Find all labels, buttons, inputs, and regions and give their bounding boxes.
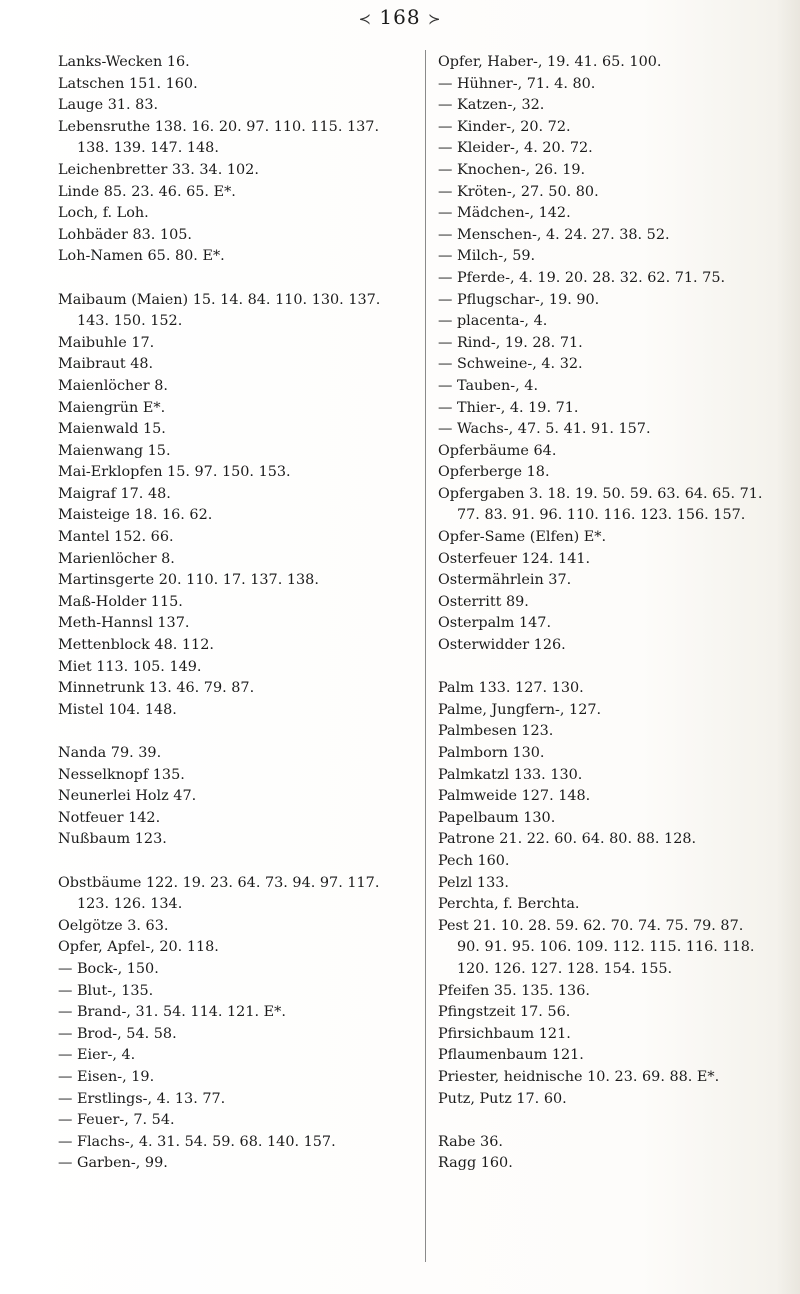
index-entry: — Kinder-, 20. 72.: [438, 118, 571, 135]
index-entry: — placenta-, 4.: [438, 313, 548, 330]
index-entry: Lebensruthe 138. 16. 20. 97. 110. 115. 137. 138. 139. 147. 148.: [58, 118, 380, 157]
index-entry: — Flachs-, 4. 31. 54. 59. 68. 140. 157.: [58, 1133, 336, 1150]
index-entry: Patrone 21. 22. 60. 64. 80. 88. 128.: [438, 831, 697, 848]
index-entry: Osterpalm 147.: [438, 615, 552, 632]
index-entry: Pelzl 133.: [438, 874, 509, 891]
index-entry: Maibaum (Maien) 15. 14. 84. 110. 130. 137. 143. 150. 152.: [58, 291, 381, 330]
index-entry: Opferberge 18.: [438, 464, 550, 481]
index-entry: — Brod-, 54. 58.: [58, 1025, 177, 1042]
section-gap: [58, 268, 408, 290]
index-entry: Maisteige 18. 16. 62.: [58, 507, 213, 524]
index-entry: Martinsgerte 20. 110. 17. 137. 138.: [58, 572, 319, 589]
index-entry: Obstbäume 122. 19. 23. 64. 73. 94. 97. 117. 123. 126. 134.: [58, 874, 380, 913]
index-entry: Nußbaum 123.: [58, 831, 167, 848]
page-number: 168: [379, 5, 421, 29]
index-entry: Palmweide 127. 148.: [438, 788, 591, 805]
page-header: [0, 0, 800, 40]
index-column-left: [58, 52, 408, 1175]
section-gap: [58, 851, 408, 873]
index-entry: Osterritt 89.: [438, 593, 529, 610]
index-entry: Opfer, Apfel-, 20. 118.: [58, 939, 219, 956]
index-entry: Palme, Jungfern-, 127.: [438, 701, 602, 718]
index-entry: — Pflugschar-, 19. 90.: [438, 291, 600, 308]
index-entry: Lohbäder 83. 105.: [58, 226, 192, 243]
index-entry: Maibuhle 17.: [58, 334, 155, 351]
index-entry: — Rind-, 19. 28. 71.: [438, 334, 583, 351]
index-entry: — Katzen-, 32.: [438, 97, 545, 114]
index-entry: — Schweine-, 4. 32.: [438, 356, 583, 373]
index-entry: Palmbesen 123.: [438, 723, 554, 740]
index-entry: — Hühner-, 71. 4. 80.: [438, 75, 596, 92]
index-entry: Maienlöcher 8.: [58, 377, 168, 394]
index-entry: Meth-Hannsl 137.: [58, 615, 190, 632]
index-entry: — Bock-, 150.: [58, 960, 159, 977]
index-entry: Opfer, Haber-, 19. 41. 65. 100.: [438, 54, 662, 70]
ornament-right-icon: ≻: [427, 10, 442, 28]
index-entry: — Mädchen-, 142.: [438, 205, 571, 222]
index-entry: Pfeifen 35. 135. 136.: [438, 982, 590, 999]
index-entry: — Thier-, 4. 19. 71.: [438, 399, 579, 416]
index-column-right: [438, 52, 768, 1175]
index-entry: Mettenblock 48. 112.: [58, 637, 214, 654]
index-entry: Leichenbretter 33. 34. 102.: [58, 161, 259, 178]
index-entry: — Milch-, 59.: [438, 248, 536, 265]
column-divider: [425, 50, 426, 1262]
index-entry: Papelbaum 130.: [438, 809, 556, 826]
index-entry: Latschen 151. 160.: [58, 75, 198, 92]
index-entry: Pest 21. 10. 28. 59. 62. 70. 74. 75. 79. 87. 90. 91. 95. 106. 109. 112. 115. 116. 118. 120. 126. 127. 128. 154. 155.: [438, 917, 755, 977]
index-entry: — Brand-, 31. 54. 114. 121. E*.: [58, 1004, 286, 1021]
index-entry: — Wachs-, 47. 5. 41. 91. 157.: [438, 421, 651, 438]
index-entry: — Kröten-, 27. 50. 80.: [438, 183, 599, 200]
index-entry: Linde 85. 23. 46. 65. E*.: [58, 183, 236, 200]
index-entry: — Eisen-, 19.: [58, 1068, 155, 1085]
index-entry: Mantel 152. 66.: [58, 529, 174, 546]
index-entry: Lanks-Wecken 16.: [58, 54, 190, 70]
index-entry: Pech 160.: [438, 852, 510, 869]
index-entry: Maienwang 15.: [58, 442, 171, 459]
index-entry: Opfergaben 3. 18. 19. 50. 59. 63. 64. 65. 71. 77. 83. 91. 96. 110. 116. 123. 156. 157.: [438, 485, 763, 524]
index-entry: Maienwald 15.: [58, 421, 166, 438]
index-entry: Maiengrün E*.: [58, 399, 166, 416]
index-entry: Miet 113. 105. 149.: [58, 658, 202, 675]
section-gap: [438, 657, 768, 679]
index-entry: — Garben-, 99.: [58, 1155, 168, 1172]
index-entry: Perchta, f. Berchta.: [438, 896, 580, 913]
ornament-left-icon: ≺: [358, 10, 373, 28]
index-entry: Marienlöcher 8.: [58, 550, 175, 567]
index-entry: — Erstlings-, 4. 13. 77.: [58, 1090, 226, 1107]
index-entry: — Tauben-, 4.: [438, 377, 539, 394]
index-entry: Palmborn 130.: [438, 745, 545, 761]
index-entry: — Feuer-, 7. 54.: [58, 1112, 175, 1129]
index-entry: Minnetrunk 13. 46. 79. 87.: [58, 680, 255, 697]
index-entry: Maß-Holder 115.: [58, 593, 183, 610]
index-entry: Maibraut 48.: [58, 356, 154, 373]
index-entry: — Pferde-, 4. 19. 20. 28. 32. 62. 71. 75.: [438, 269, 726, 286]
section-gap: [58, 721, 408, 743]
index-entry: — Blut-, 135.: [58, 982, 154, 999]
index-entry: Pfingstzeit 17. 56.: [438, 1004, 571, 1021]
index-entry: Priester, heidnische 10. 23. 69. 88. E*.: [438, 1068, 720, 1085]
index-entry: Palmkatzl 133. 130.: [438, 766, 583, 783]
index-entry: Osterwidder 126.: [438, 637, 566, 654]
index-entry: Palm 133. 127. 130.: [438, 680, 584, 697]
index-entry: Loh-Namen 65. 80. E*.: [58, 248, 225, 265]
index-entry: Ostermährlein 37.: [438, 572, 572, 589]
index-entry: Pflaumenbaum 121.: [438, 1047, 584, 1064]
index-entry: Nesselknopf 135.: [58, 766, 185, 783]
index-entry: — Knochen-, 26. 19.: [438, 161, 586, 178]
index-entry: Loch, f. Loh.: [58, 205, 149, 222]
index-entry: Putz, Putz 17. 60.: [438, 1090, 567, 1107]
index-entry: Pfirsichbaum 121.: [438, 1025, 571, 1042]
index-entry: Osterfeuer 124. 141.: [438, 550, 591, 567]
index-entry: Opferbäume 64.: [438, 442, 557, 459]
index-entry: Lauge 31. 83.: [58, 97, 159, 114]
index-entry: Nanda 79. 39.: [58, 745, 162, 761]
index-entry: Rabe 36.: [438, 1133, 503, 1150]
index-entry: Ragg 160.: [438, 1155, 513, 1172]
index-entry: Notfeuer 142.: [58, 809, 161, 826]
section-gap: [438, 1110, 768, 1132]
index-entry: Mistel 104. 148.: [58, 701, 177, 718]
index-entry: — Kleider-, 4. 20. 72.: [438, 140, 593, 157]
index-entry: Oelgötze 3. 63.: [58, 917, 169, 934]
index-entry: Mai-Erklopfen 15. 97. 150. 153.: [58, 464, 291, 481]
index-entry: Opfer-Same (Elfen) E*.: [438, 529, 607, 546]
index-entry: — Menschen-, 4. 24. 27. 38. 52.: [438, 226, 670, 243]
index-entry: Neunerlei Holz 47.: [58, 788, 197, 805]
index-entry: — Eier-, 4.: [58, 1047, 136, 1064]
index-entry: Maigraf 17. 48.: [58, 485, 171, 502]
